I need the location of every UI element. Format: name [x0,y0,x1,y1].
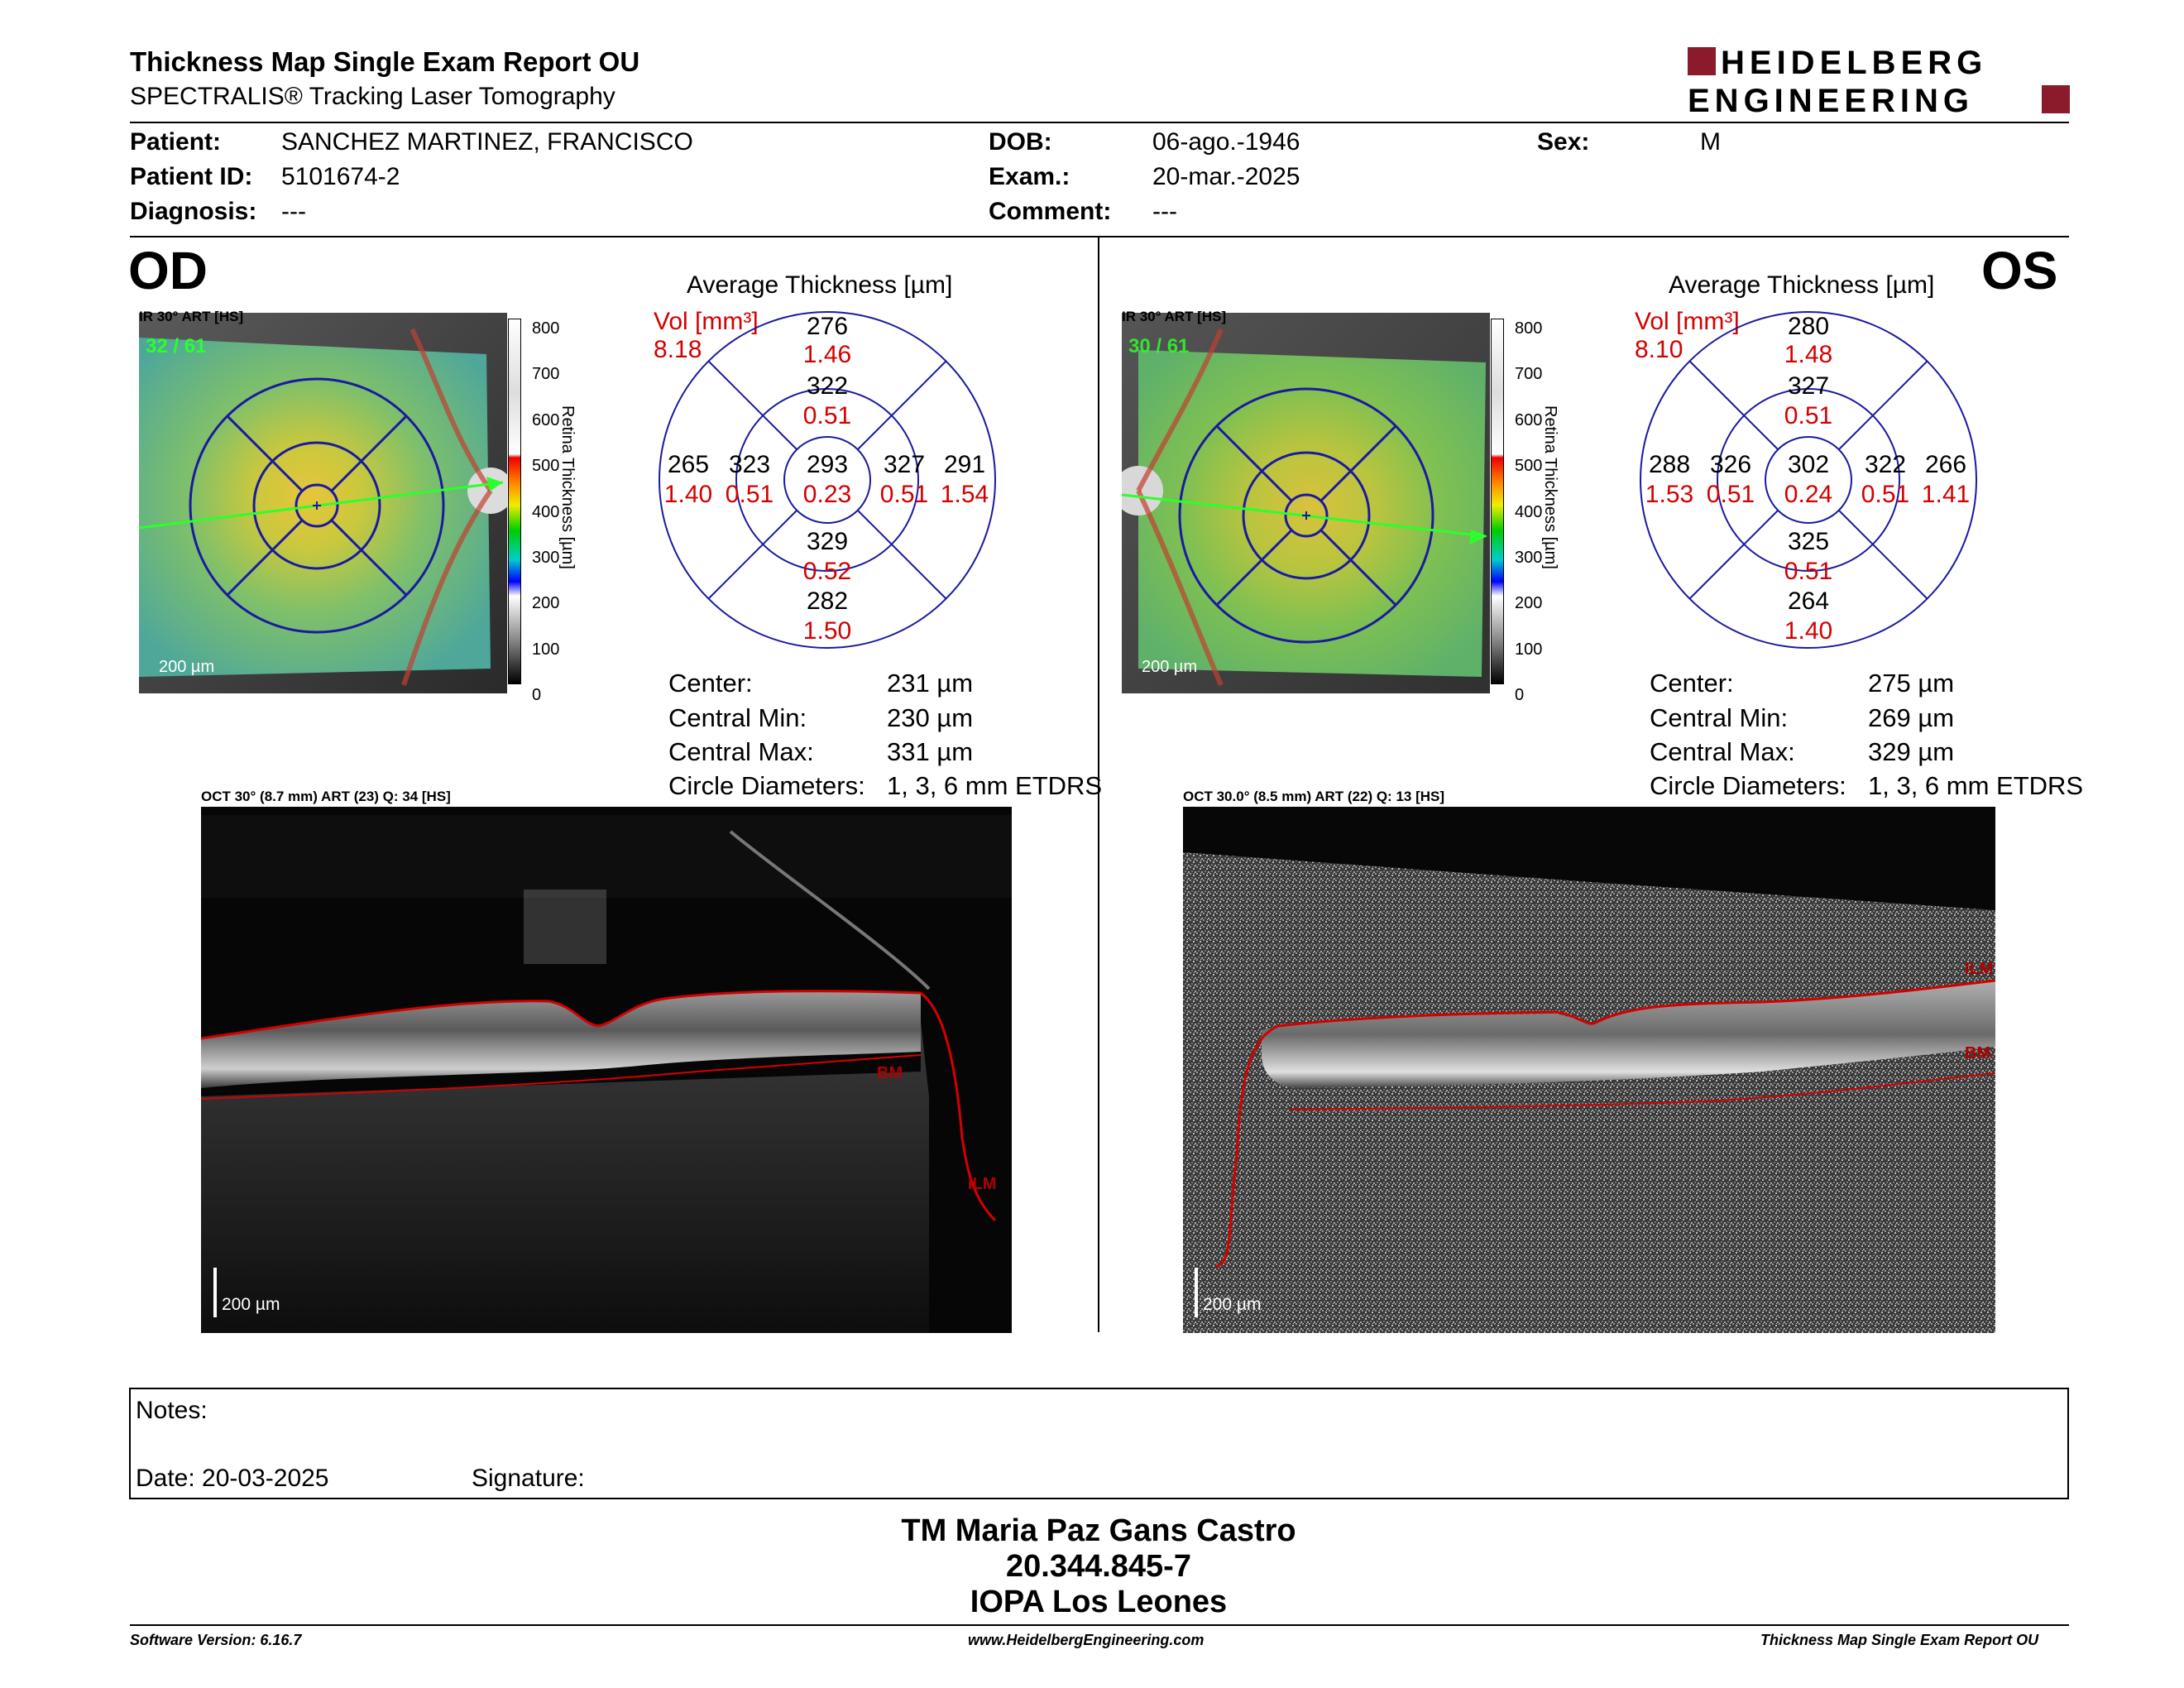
dob-value: 06-ago.-1946 [1152,128,1300,156]
od-eye-label: OD [128,241,208,300]
report-title: Thickness Map Single Exam Report OU [130,46,640,77]
os-inner-nasal-vol: 0.51 [1861,481,1910,508]
sex-value: M [1700,128,1721,156]
od-center-value: 231 µm [887,669,974,698]
od-center: 293 [806,451,849,478]
os-eye-label: OS [1981,241,2058,300]
od-tick: 100 [532,640,560,659]
od-inner-temporal-vol: 0.51 [725,481,774,508]
os-inner-superior-vol: 0.51 [1784,402,1833,429]
os-circle-diam-label: Circle Diameters: [1650,771,1846,800]
footer-rule [130,1624,2069,1626]
od-outer-nasal: 291 [943,451,986,478]
od-oct-label: OCT 30° (8.7 mm) ART (23) Q: 34 [HS] [201,789,451,804]
od-inner-inferior: 329 [806,528,849,555]
os-outer-nasal: 266 [1924,451,1967,478]
od-tick: 0 [532,686,542,705]
os-fundus-panel [1122,313,1490,693]
os-tick: 700 [1515,365,1543,384]
od-central-max-value: 331 µm [887,737,974,766]
diagnosis-value: --- [281,198,306,225]
os-bm-label: BM [1965,1044,1991,1062]
notes-box[interactable] [129,1388,2069,1499]
od-outer-temporal-vol: 1.40 [663,481,713,508]
logo-graphic [1688,46,2070,117]
od-avg-title: Average Thickness [µm] [687,271,953,299]
od-oct-scale-bar [213,1268,217,1317]
os-ilm-label: ILM [1965,960,1994,978]
os-outer-inferior: 264 [1787,587,1830,615]
od-tick: 400 [532,502,560,521]
od-inner-superior-vol: 0.51 [802,402,852,429]
os-inner-inferior: 325 [1787,528,1830,555]
notes-label: Notes: [136,1397,208,1424]
os-central-min-label: Central Min: [1650,703,1789,732]
header-rule [130,122,2069,123]
od-circle-diam-value: 1, 3, 6 mm ETDRS [887,771,1103,800]
od-outer-nasal-vol: 1.54 [940,481,989,508]
od-inner-inferior-vol: 0.52 [802,558,852,585]
os-inner-superior: 327 [1787,372,1830,400]
patient-id-label: Patient ID: [130,163,253,190]
od-inner-temporal: 323 [728,451,771,478]
signature-rut: 20.344.845-7 [1006,1549,1191,1584]
od-tick: 300 [532,549,560,568]
os-oct-scale-bar [1195,1268,1198,1317]
od-frame-counter: 32 / 61 [146,335,207,357]
os-oct-bscan [1183,807,1995,1333]
od-oct-scale: 200 µm [222,1295,280,1314]
os-outer-nasal-vol: 1.41 [1921,481,1971,508]
od-fundus-panel [139,313,507,693]
os-tick: 100 [1515,640,1543,659]
os-colorbar-title: Retina Thickness [µm] [1541,405,1559,569]
comment-value: --- [1152,198,1177,225]
notes-date: Date: 20-03-2025 [136,1465,329,1492]
od-tick: 500 [532,457,560,476]
os-tick: 600 [1515,410,1543,429]
od-inner-nasal: 327 [883,451,926,478]
footer-software-version: Software Version: 6.16.7 [130,1632,302,1648]
od-outer-inferior-vol: 1.50 [802,617,852,645]
os-outer-temporal: 288 [1648,451,1691,478]
od-tick: 600 [532,410,560,429]
od-ir-label: IR 30° ART [HS] [139,309,244,324]
info-rule [130,236,2069,237]
exam-label: Exam.: [989,163,1070,190]
od-inner-nasal-vol: 0.51 [879,481,929,508]
os-center: 302 [1787,451,1830,478]
od-central-min-label: Central Min: [668,703,807,732]
os-inner-temporal: 326 [1709,451,1752,478]
od-circle-diam-label: Circle Diameters: [668,771,865,800]
footer-report-name: Thickness Map Single Exam Report OU [1760,1632,2039,1648]
os-tick: 800 [1515,319,1543,338]
patient-label: Patient: [130,128,222,156]
os-vol-label: Vol [mm³] [1635,308,1740,335]
notes-signature-label: Signature: [472,1465,585,1492]
os-inner-nasal: 322 [1864,451,1907,478]
sex-label: Sex: [1537,128,1590,156]
diagnosis-label: Diagnosis: [130,198,257,225]
os-oct-scale: 200 µm [1203,1295,1262,1314]
comment-label: Comment: [989,198,1112,225]
heidelberg-logo [1688,46,2070,117]
logo-text-1: HEIDELBERG [1721,46,1988,81]
od-fundus-scale: 200 µm [159,658,215,676]
patient-name: SANCHEZ MARTINEZ, FRANCISCO [281,128,693,156]
os-fundus-scale: 200 µm [1142,658,1198,676]
os-tick: 500 [1515,457,1543,476]
os-ir-label: IR 30° ART [HS] [1122,309,1227,324]
os-tick: 200 [1515,594,1543,613]
os-center-vol: 0.24 [1784,481,1833,508]
od-outer-superior-vol: 1.46 [802,341,852,368]
od-tick: 200 [532,594,560,613]
os-tick: 400 [1515,502,1543,521]
od-bm-label: BM [877,1064,903,1082]
os-outer-temporal-vol: 1.53 [1645,481,1694,508]
os-outer-inferior-vol: 1.40 [1784,617,1833,645]
os-tick: 300 [1515,549,1543,568]
od-ilm-label: ILM [968,1175,997,1193]
logo-text-2: ENGINEERING [1688,83,1975,117]
os-center-label: Center: [1650,669,1734,698]
patient-id-value: 5101674-2 [281,163,400,190]
os-outer-superior-vol: 1.48 [1784,341,1833,368]
od-center-label: Center: [668,669,753,698]
os-center-value: 275 µm [1868,669,1955,698]
os-inner-inferior-vol: 0.51 [1784,558,1833,585]
od-central-max-label: Central Max: [668,737,814,766]
report-subtitle: SPECTRALIS® Tracking Laser Tomography [130,83,615,110]
od-colorbar-title: Retina Thickness [µm] [558,405,577,569]
signature-name: TM Maria Paz Gans Castro [901,1513,1296,1548]
os-circle-diam-value: 1, 3, 6 mm ETDRS [1868,771,2084,800]
os-central-min-value: 269 µm [1868,703,1955,732]
od-outer-inferior: 282 [806,587,849,615]
od-center-vol: 0.23 [802,481,852,508]
footer-website[interactable]: www.HeidelbergEngineering.com [968,1632,1205,1648]
od-vol-label: Vol [mm³] [654,308,759,335]
os-central-max-label: Central Max: [1650,737,1795,766]
od-colorbar [508,319,521,684]
od-vol-total: 8.18 [654,336,702,363]
os-tick: 0 [1515,686,1525,705]
exam-value: 20-mar.-2025 [1152,163,1300,190]
os-frame-counter: 30 / 61 [1128,335,1190,357]
os-avg-title: Average Thickness [µm] [1669,271,1935,299]
signature-place: IOPA Los Leones [970,1585,1228,1619]
os-outer-superior: 280 [1787,313,1830,340]
dob-label: DOB: [989,128,1052,156]
od-tick: 700 [532,365,560,384]
os-inner-temporal-vol: 0.51 [1706,481,1755,508]
od-central-min-value: 230 µm [887,703,974,732]
od-outer-temporal: 265 [667,451,710,478]
od-inner-superior: 322 [806,372,849,400]
os-central-max-value: 329 µm [1868,737,1955,766]
od-tick: 800 [532,319,560,338]
os-vol-total: 8.10 [1635,336,1684,363]
os-colorbar [1491,319,1504,684]
os-oct-label: OCT 30.0° (8.5 mm) ART (22) Q: 13 [HS] [1183,789,1445,804]
od-outer-superior: 276 [806,313,849,340]
